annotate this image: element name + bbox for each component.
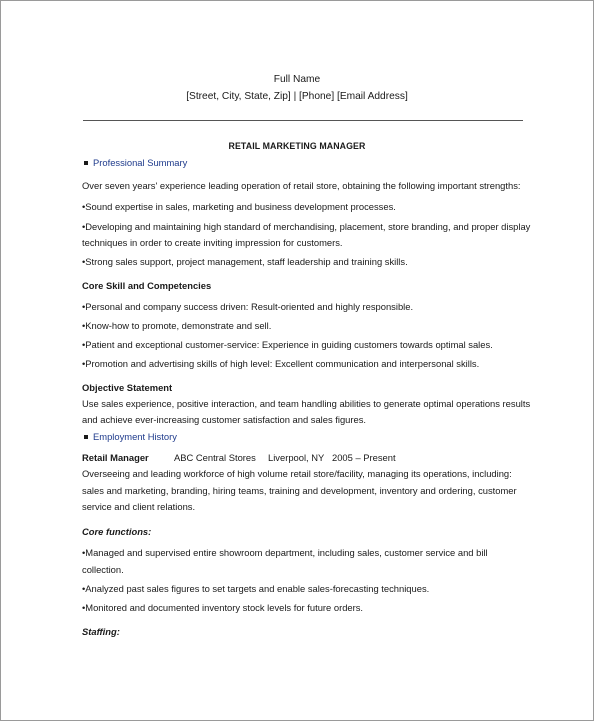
- summary-line: •Sound expertise in sales, marketing and business development processes.: [82, 201, 396, 212]
- core-skills-heading: Core Skill and Competencies: [82, 280, 212, 291]
- summary-line: techniques in order to create inviting impression for customers.: [82, 237, 343, 248]
- summary-line: •Developing and maintaining high standard of merchandising, placement, store branding, and proper display: [82, 221, 531, 232]
- summary-intro: Over seven years' experience leading operation of retail store, obtaining the following important strengths:: [82, 180, 521, 191]
- objective-line: Use sales experience, positive interaction, and team handling abilities to generate optimal operations results: [82, 398, 531, 409]
- core-functions-heading: Core functions:: [82, 526, 152, 537]
- job-location: Liverpool, NY: [268, 452, 325, 463]
- job-description-line: sales and marketing, branding, hiring teams, training and development, inventory and ordering, customer: [82, 485, 517, 496]
- core-function-item: collection.: [82, 564, 124, 575]
- objective-heading: Objective Statement: [82, 382, 173, 393]
- contact-line: [Street, City, State, Zip] | [Phone] [Email Address]: [186, 91, 408, 102]
- job-description-line: service and client relations.: [82, 501, 196, 512]
- summary-line: •Strong sales support, project management, staff leadership and training skills.: [82, 256, 408, 267]
- core-function-item: •Monitored and documented inventory stock levels for future orders.: [82, 602, 364, 613]
- header-divider: [83, 120, 523, 121]
- skill-item: •Know-how to promote, demonstrate and sell.: [82, 320, 272, 331]
- objective-line: and achieve ever-increasing customer satisfaction and sales figures.: [82, 414, 367, 425]
- company-name: ABC Central Stores: [174, 452, 256, 463]
- job-dates: 2005 – Present: [332, 452, 396, 463]
- employment-history-heading: Employment History: [82, 431, 177, 443]
- full-name: Full Name: [273, 74, 321, 85]
- resume-title: RETAIL MARKETING MANAGER: [228, 141, 366, 151]
- skill-item: •Patient and exceptional customer-service: Experience in guiding customers towards optimal sales.: [82, 339, 493, 350]
- skill-item: •Personal and company success driven: Result-oriented and highly responsible.: [82, 301, 414, 312]
- job-description-line: Overseeing and leading workforce of high volume retail store/facility, managing its operations, including:: [82, 468, 512, 479]
- core-function-item: •Managed and supervised entire showroom department, including sales, customer service and bill: [82, 547, 488, 558]
- job-header: [82, 452, 396, 464]
- core-function-item: •Analyzed past sales figures to set targets and enable sales-forecasting techniques.: [82, 583, 430, 594]
- skill-item: •Promotion and advertising skills of high level: Excellent communication and interpersonal skills.: [82, 358, 480, 369]
- square-bullet-icon: [84, 161, 88, 165]
- square-bullet-icon: [84, 435, 88, 439]
- staffing-heading: Staffing:: [82, 626, 120, 637]
- job-title: Retail Manager: [82, 452, 149, 463]
- professional-summary-heading: Professional Summary: [82, 157, 187, 169]
